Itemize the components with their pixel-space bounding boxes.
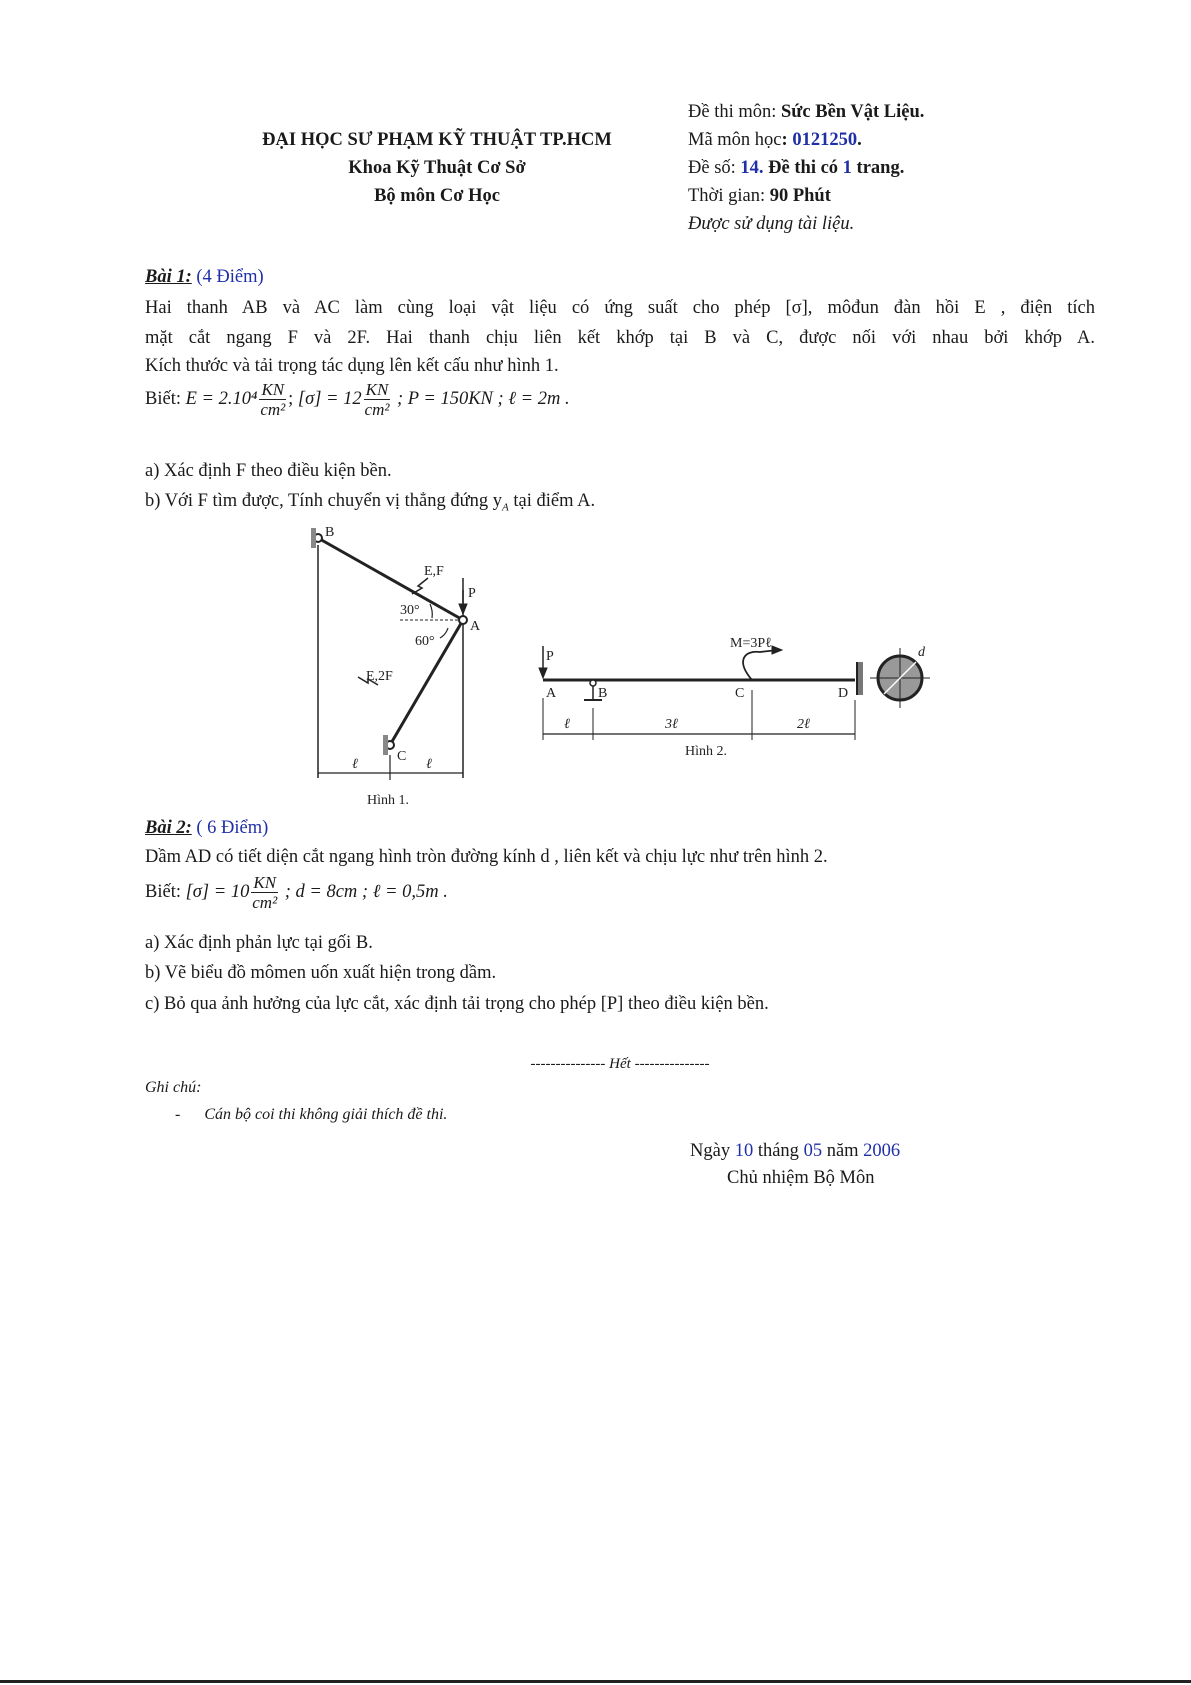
label-b: B: [325, 525, 335, 540]
problem-1-heading: Bài 1: (4 Điểm): [145, 267, 264, 287]
label-b-2: B: [598, 686, 608, 701]
fixed-wall-d-icon: [858, 662, 863, 695]
label-angle-30: 30°: [400, 603, 420, 618]
support-b-icon: [590, 680, 596, 686]
label-p: P: [468, 586, 476, 601]
label-a: A: [470, 619, 481, 634]
university-name: ĐẠI HỌC SƯ PHẠM KỸ THUẬT TP.HCM: [262, 130, 612, 150]
problem-1-text-line-2: mặt cắt ngang F và 2F. Hai thanh chịu liên kết khớp tại B và C, được nối với nhau bởi khớp A.: [145, 328, 1095, 348]
course-code-line: Mã môn học: 0121250.: [688, 130, 862, 150]
materials-note: Được sử dụng tài liệu.: [688, 214, 855, 234]
label-ef: E,F: [424, 564, 444, 579]
problem-2-heading: Bài 2: ( 6 Điểm): [145, 818, 269, 838]
time-line: Thời gian: 90 Phút: [688, 186, 831, 206]
problem-2-text: Dầm AD có tiết diện cắt ngang hình tròn đường kính d , liên kết và chịu lực như trên hình 2.: [145, 847, 828, 867]
label-c: C: [397, 749, 407, 764]
signer-title: Chủ nhiệm Bộ Môn: [727, 1168, 875, 1188]
exam-number-line: Đề số: 14. Đề thi có 1 trang.: [688, 158, 905, 178]
faculty-name: Khoa Kỹ Thuật Cơ Sở: [348, 158, 526, 178]
department-name: Bộ môn Cơ Học: [374, 186, 500, 206]
label-diameter: d: [918, 645, 925, 660]
problem-1-text-line-1: Hai thanh AB và AC làm cùng loại vật liệu có ứng suất cho phép [σ], môđun đàn hồi E , điện tích: [145, 298, 1095, 318]
label-d-2: D: [838, 686, 849, 701]
dim-l: ℓ: [564, 717, 570, 732]
date-line: Ngày 10 tháng 05 năm 2006: [690, 1141, 901, 1161]
pin-a-icon: [459, 616, 467, 624]
note-label: Ghi chú:: [145, 1079, 202, 1096]
subject-line: Đề thi môn: Sức Bền Vật Liệu.: [688, 102, 925, 122]
figure-1-caption: Hình 1.: [367, 793, 409, 808]
dim-l-2: ℓ: [426, 757, 432, 772]
dim-3l: 3ℓ: [665, 717, 678, 732]
problem-1-question-b: b) Với F tìm được, Tính chuyển vị thẳng đứng $y_A$ tại điểm A.: [145, 491, 596, 514]
page-bottom-border: [0, 1680, 1191, 1683]
problem-2-question-c: c) Bỏ qua ảnh hưởng của lực cắt, xác định tải trọng cho phép [P] theo điều kiện bền.: [145, 994, 769, 1014]
problem-2-given: Biết: [σ] = 10 $\frac{KN}{\text{cm²}}$ ; d = 8cm ; ℓ = 0,5m .: [145, 873, 448, 913]
end-marker: --------------- Hết ---------------: [530, 1056, 710, 1072]
figure-2-caption: Hình 2.: [685, 744, 727, 759]
problem-1-question-a: a) Xác định F theo điều kiện bền.: [145, 461, 392, 481]
label-moment: M=3Pℓ: [730, 636, 772, 651]
label-e2f: E,2F: [366, 669, 393, 684]
dim-l-1: ℓ: [352, 757, 358, 772]
label-a-2: A: [546, 686, 557, 701]
dim-2l: 2ℓ: [797, 717, 810, 732]
problem-1-given: Biết: E = 2.10⁴ $\frac{KN}{\text{cm²}}$ ; [σ] = 12 $\frac{KN}{\text{cm²}}$ ; P = 150KN ; ℓ = 2m .: [145, 380, 570, 420]
bar-ab: [318, 538, 463, 620]
problem-2-question-b: b) Vẽ biểu đồ mômen uốn xuất hiện trong dầm.: [145, 963, 497, 983]
note-text: - Cán bộ coi thi không giải thích đề thi.: [175, 1106, 448, 1123]
problem-1-text-line-3: Kích thước và tải trọng tác dụng lên kết cấu như hình 1.: [145, 356, 559, 376]
moment-m-arrow: [743, 650, 778, 680]
problem-2-question-a: a) Xác định phản lực tại gối B.: [145, 933, 373, 953]
label-p-2: P: [546, 649, 554, 664]
label-c-2: C: [735, 686, 745, 701]
label-angle-60: 60°: [415, 634, 435, 649]
